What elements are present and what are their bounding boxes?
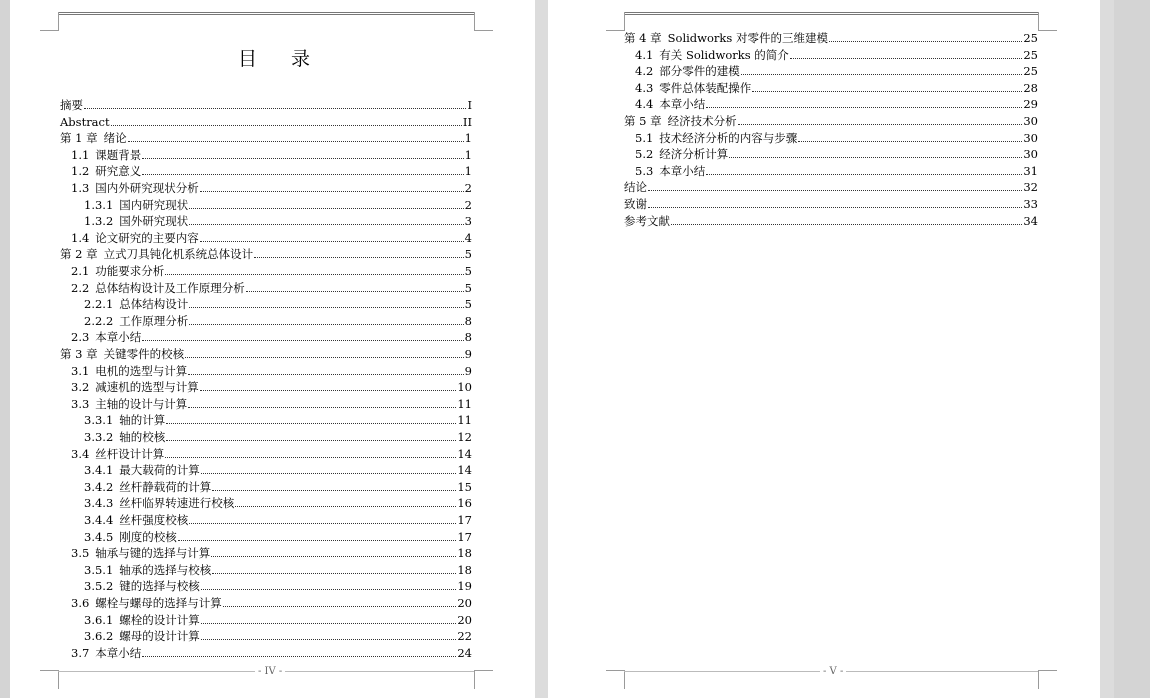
toc-entry-number: 2.2.2 [84, 313, 114, 328]
toc-dot-leader [829, 41, 1022, 42]
toc-entry-number: 3.7 [71, 645, 90, 660]
toc-entry-page: 19 [457, 579, 472, 594]
toc-dot-leader [142, 174, 463, 175]
toc-entry-number: 1.3.2 [84, 214, 114, 229]
toc-entry-number: 1.4 [71, 230, 90, 245]
toc-entry-page: 8 [464, 313, 472, 328]
toc-entry[interactable] [60, 279, 472, 295]
toc-entry-number: 3.3.2 [84, 430, 114, 444]
toc-dot-leader [142, 656, 456, 657]
toc-dot-leader [201, 639, 457, 640]
crop-mark-bottom-left [40, 670, 59, 689]
toc-entry[interactable] [60, 295, 472, 311]
toc-entry-page: II [462, 114, 472, 129]
toc-entry-title: 螺栓与螺母的选择与计算 [95, 596, 222, 610]
toc-entry-title: 关键零件的校核 [103, 347, 185, 361]
page-gap-right [1100, 0, 1114, 698]
crop-mark-top-right [1038, 12, 1057, 31]
toc-entry-page: 24 [457, 645, 472, 660]
toc-entry-page: 5 [464, 297, 472, 312]
toc-entry[interactable] [624, 29, 1038, 45]
toc-entry-number: 第 4 章 [624, 31, 662, 45]
toc-dot-leader [201, 623, 457, 624]
toc-entry-page: 5 [464, 247, 472, 262]
toc-dot-leader [201, 473, 457, 474]
page-number-footer: - IV - [255, 666, 285, 677]
toc-entry-title: 螺栓的设计计算 [119, 612, 200, 627]
toc-entry-page: 33 [1023, 197, 1038, 211]
toc-entry[interactable] [60, 511, 472, 527]
toc-entry-title: 致谢 [624, 197, 647, 211]
toc-entry-title: 立式刀具钝化机系统总体设计 [103, 247, 254, 262]
page-number-footer: - V - [820, 666, 846, 677]
toc-entry[interactable] [624, 178, 1038, 194]
toc-dot-leader [178, 540, 457, 541]
toc-entry-page: 16 [457, 496, 472, 511]
toc-dot-leader [235, 506, 456, 507]
toc-entry[interactable] [624, 46, 1038, 62]
toc-entry-page: 2 [464, 197, 472, 212]
toc-entry-title: 丝杆静载荷的计算 [119, 479, 212, 494]
toc-entry[interactable] [60, 544, 472, 560]
toc-entry-number: 2.1 [71, 264, 90, 278]
toc-entry-page: 1 [464, 131, 472, 146]
toc-entry[interactable] [624, 195, 1038, 211]
toc-entry-page: 29 [1023, 97, 1038, 112]
toc-entry-number: 3.5 [71, 546, 90, 561]
toc-entry-title: 有关 Solidworks 的简介 [659, 47, 789, 62]
toc-entry-title: 经济分析计算 [659, 147, 729, 162]
toc-entry-page: 4 [464, 230, 472, 245]
toc-entry-title: 绪论 [103, 131, 127, 146]
toc-entry-number: 第 5 章 [624, 114, 662, 128]
toc-entry[interactable] [60, 196, 472, 212]
toc-dot-leader [648, 190, 1022, 191]
toc-entry-title: 轴的校核 [119, 430, 166, 444]
toc-entry-page: 30 [1023, 147, 1038, 162]
toc-entry-page: 30 [1023, 114, 1038, 128]
toc-entry-number: 3.6.1 [84, 612, 114, 627]
toc-dot-leader [142, 340, 463, 341]
toc-entry-page: 30 [1023, 130, 1038, 145]
toc-entry-title: 功能要求分析 [95, 264, 165, 278]
toc-dot-leader [212, 573, 456, 574]
toc-entry[interactable] [60, 594, 472, 610]
toc-entry-page: 11 [457, 396, 472, 411]
toc-dot-leader [200, 191, 464, 192]
toc-entry-page: 5 [464, 264, 472, 278]
toc-dot-leader [254, 257, 464, 258]
toc-entry[interactable] [60, 162, 472, 178]
toc-dot-leader [165, 457, 456, 458]
toc-entry[interactable] [60, 212, 472, 228]
toc-entry[interactable] [60, 362, 472, 378]
toc-list [624, 29, 1038, 239]
toc-entry[interactable] [60, 378, 472, 394]
toc-dot-leader [165, 274, 463, 275]
toc-entry-title: 电机的选型与计算 [95, 363, 188, 378]
toc-dot-leader [185, 357, 464, 358]
toc-entry-page: 3 [464, 214, 472, 229]
toc-entry-title: 总体结构设计 [119, 297, 189, 312]
toc-entry[interactable] [60, 627, 472, 643]
crop-mark-bottom-right [1038, 670, 1057, 689]
toc-entry-number: 2.2 [71, 280, 90, 295]
toc-entry[interactable] [60, 411, 472, 427]
toc-entry-title: 国外研究现状 [119, 214, 189, 229]
toc-entry-number: 4.4 [635, 97, 654, 112]
toc-dot-leader [128, 141, 464, 142]
toc-dot-leader [166, 440, 456, 441]
toc-entry-title: 工作原理分析 [119, 313, 189, 328]
toc-entry[interactable] [60, 146, 472, 162]
toc-dot-leader [752, 91, 1022, 92]
toc-entry-page: 17 [457, 513, 472, 527]
toc-dot-leader [84, 108, 466, 109]
header-rule [624, 12, 1038, 15]
toc-entry-number: 3.4.3 [84, 496, 114, 511]
toc-entry-number: 3.4.4 [84, 513, 114, 527]
toc-entry-title: 摘要 [60, 98, 83, 112]
toc-entry-number: 2.2.1 [84, 297, 114, 312]
crop-mark-top-left [606, 12, 625, 31]
toc-entry[interactable] [60, 461, 472, 477]
toc-entry-page: 5 [464, 280, 472, 295]
toc-entry-number: 3.4.5 [84, 529, 114, 544]
toc-entry[interactable] [60, 428, 472, 444]
toc-dot-leader [166, 423, 456, 424]
toc-entry-title: 丝杆强度校核 [119, 513, 189, 527]
toc-entry[interactable] [60, 494, 472, 510]
toc-entry-title: 经济技术分析 [667, 114, 737, 128]
toc-entry-title: 轴承与键的选择与计算 [95, 546, 211, 561]
toc-entry-number: 1.3.1 [84, 197, 114, 212]
toc-entry-number: 4.2 [635, 64, 654, 79]
toc-entry[interactable] [60, 328, 472, 344]
crop-mark-bottom-left [606, 670, 625, 689]
toc-entry-title: 本章小结 [659, 163, 706, 178]
toc-dot-leader [211, 556, 456, 557]
toc-entry-page: 1 [464, 164, 472, 179]
toc-dot-leader [188, 407, 456, 408]
toc-dot-leader [729, 157, 1022, 158]
toc-entry[interactable] [624, 212, 1038, 228]
toc-entry-page: 9 [464, 363, 472, 378]
toc-entry-page: 20 [457, 596, 472, 610]
toc-entry-number: 3.3 [71, 396, 90, 411]
toc-entry[interactable] [60, 395, 472, 411]
toc-entry-page: 20 [457, 612, 472, 627]
toc-dot-leader [200, 241, 464, 242]
toc-entry-page: 8 [464, 330, 472, 345]
toc-entry-number: 3.3.1 [84, 413, 114, 428]
toc-entry[interactable] [624, 112, 1038, 128]
toc-entry-number: 3.1 [71, 363, 90, 378]
crop-mark-top-left [40, 12, 59, 31]
toc-entry-title: 刚度的校核 [119, 529, 177, 544]
toc-entry-page: 25 [1023, 31, 1038, 45]
toc-entry-page: 14 [457, 463, 472, 478]
toc-entry-page: 32 [1023, 180, 1038, 195]
toc-dot-leader [738, 124, 1023, 125]
toc-dot-leader [189, 324, 463, 325]
toc-entry-page: 1 [464, 147, 472, 162]
toc-entry-number: 第 2 章 [60, 247, 98, 262]
toc-dot-leader [200, 390, 457, 391]
toc-entry-page: 15 [457, 479, 472, 494]
toc-entry-number: 3.5.1 [84, 562, 114, 577]
toc-entry-title: 最大载荷的计算 [119, 463, 200, 478]
toc-entry-number: 3.6.2 [84, 629, 114, 644]
toc-entry-title: Abstract [60, 114, 110, 129]
toc-entry[interactable] [60, 129, 472, 145]
toc-entry[interactable] [60, 229, 472, 245]
toc-entry-number: 4.1 [635, 47, 654, 62]
toc-entry-page: 10 [457, 380, 472, 395]
toc-entry[interactable] [60, 312, 472, 328]
toc-entry-number: 3.6 [71, 596, 90, 610]
toc-entry-number: 1.2 [71, 164, 90, 179]
toc-entry[interactable] [60, 561, 472, 577]
toc-entry[interactable] [60, 262, 472, 278]
toc-title: 目 录 [238, 48, 325, 70]
toc-entry[interactable] [60, 113, 472, 129]
toc-dot-leader [212, 490, 456, 491]
toc-dot-leader [706, 107, 1022, 108]
toc-entry[interactable] [60, 445, 472, 461]
toc-entry-title: 减速机的选型与计算 [95, 380, 199, 395]
toc-entry-page: 18 [457, 562, 472, 577]
page-gap [535, 0, 548, 698]
toc-entry-number: 3.4 [71, 446, 90, 461]
toc-entry-title: 轴的计算 [119, 413, 166, 428]
toc-entry[interactable] [60, 528, 472, 544]
toc-entry[interactable] [60, 478, 472, 494]
toc-entry-title: 部分零件的建模 [659, 64, 740, 79]
toc-entry-page: 22 [457, 629, 472, 644]
toc-entry-title: 键的选择与校核 [119, 579, 200, 594]
toc-entry-title: 研究意义 [95, 164, 142, 179]
crop-mark-bottom-right [474, 670, 493, 689]
header-rule [58, 12, 474, 15]
toc-dot-leader [201, 589, 457, 590]
toc-entry-page: 11 [457, 413, 472, 428]
toc-entry[interactable] [60, 644, 472, 660]
toc-entry-title: 螺母的设计计算 [119, 629, 200, 644]
toc-entry[interactable] [624, 95, 1038, 111]
toc-entry-number: 5.3 [635, 163, 654, 178]
toc-entry-title: 参考文献 [624, 213, 670, 228]
toc-entry-page: I [467, 98, 472, 112]
toc-entry-title: 本章小结 [659, 97, 706, 112]
toc-entry[interactable] [624, 62, 1038, 78]
toc-entry-number: 2.3 [71, 330, 90, 345]
toc-entry-page: 25 [1023, 64, 1038, 79]
toc-entry-title: 国内外研究现状分析 [95, 181, 199, 195]
document-page-iv [10, 0, 535, 698]
toc-entry-page: 25 [1023, 47, 1038, 62]
toc-entry-page: 2 [464, 181, 472, 195]
toc-entry-number: 第 3 章 [60, 347, 98, 361]
toc-entry[interactable] [60, 96, 472, 112]
toc-entry-title: 主轴的设计与计算 [95, 396, 188, 411]
toc-entry[interactable] [60, 611, 472, 627]
toc-entry-title: 国内研究现状 [119, 197, 189, 212]
toc-entry[interactable] [60, 179, 472, 195]
toc-entry-page: 12 [457, 430, 472, 444]
document-page-v [548, 0, 1100, 698]
toc-dot-leader [706, 174, 1022, 175]
toc-entry[interactable] [624, 145, 1038, 161]
toc-dot-leader [648, 207, 1022, 208]
toc-dot-leader [671, 224, 1022, 225]
toc-entry-number: 1.1 [71, 147, 90, 162]
toc-entry-title: 总体结构设计及工作原理分析 [95, 280, 245, 295]
toc-entry[interactable] [60, 577, 472, 593]
toc-entry-title: 论文研究的主要内容 [95, 230, 199, 245]
toc-entry-title: 课题背景 [95, 147, 142, 162]
toc-entry-number: 1.3 [71, 181, 90, 195]
toc-dot-leader [189, 523, 456, 524]
toc-entry[interactable] [624, 129, 1038, 145]
toc-entry-page: 34 [1023, 213, 1038, 228]
toc-entry-page: 31 [1023, 163, 1038, 178]
toc-dot-leader [111, 125, 462, 126]
toc-entry-page: 18 [457, 546, 472, 561]
toc-entry-number: 3.5.2 [84, 579, 114, 594]
toc-entry-title: 零件总体装配操作 [659, 80, 752, 95]
toc-entry-number: 3.4.2 [84, 479, 114, 494]
toc-entry-number: 4.3 [635, 80, 654, 95]
toc-entry-number: 3.2 [71, 380, 90, 395]
toc-entry[interactable] [60, 245, 472, 261]
toc-entry[interactable] [624, 79, 1038, 95]
toc-dot-leader [798, 141, 1022, 142]
toc-entry-page: 28 [1023, 80, 1038, 95]
toc-entry-number: 第 1 章 [60, 131, 98, 146]
toc-list [60, 96, 472, 666]
toc-dot-leader [189, 307, 463, 308]
crop-mark-top-right [474, 12, 493, 31]
toc-dot-leader [741, 74, 1023, 75]
toc-entry-page: 9 [464, 347, 472, 361]
toc-entry-title: 轴承的选择与校核 [119, 562, 212, 577]
toc-entry-number: 3.4.1 [84, 463, 114, 478]
toc-entry-title: 丝杆临界转速进行校核 [119, 496, 235, 511]
toc-entry[interactable] [60, 345, 472, 361]
toc-entry-page: 14 [457, 446, 472, 461]
toc-dot-leader [790, 58, 1023, 59]
toc-entry-title: 技术经济分析的内容与步骤 [659, 130, 798, 145]
toc-dot-leader [246, 291, 464, 292]
toc-entry-title: 本章小结 [95, 330, 142, 345]
toc-entry-number: 5.2 [635, 147, 654, 162]
toc-entry-title: 结论 [624, 180, 647, 195]
toc-dot-leader [188, 374, 463, 375]
toc-entry-page: 17 [457, 529, 472, 544]
toc-entry-number: 5.1 [635, 130, 654, 145]
toc-dot-leader [142, 158, 463, 159]
toc-dot-leader [223, 606, 457, 607]
toc-dot-leader [189, 224, 463, 225]
toc-dot-leader [189, 208, 463, 209]
toc-entry-title: Solidworks 对零件的三维建模 [667, 31, 828, 45]
toc-entry-title: 丝杆设计计算 [95, 446, 165, 461]
toc-entry[interactable] [624, 162, 1038, 178]
toc-entry-title: 本章小结 [95, 645, 142, 660]
